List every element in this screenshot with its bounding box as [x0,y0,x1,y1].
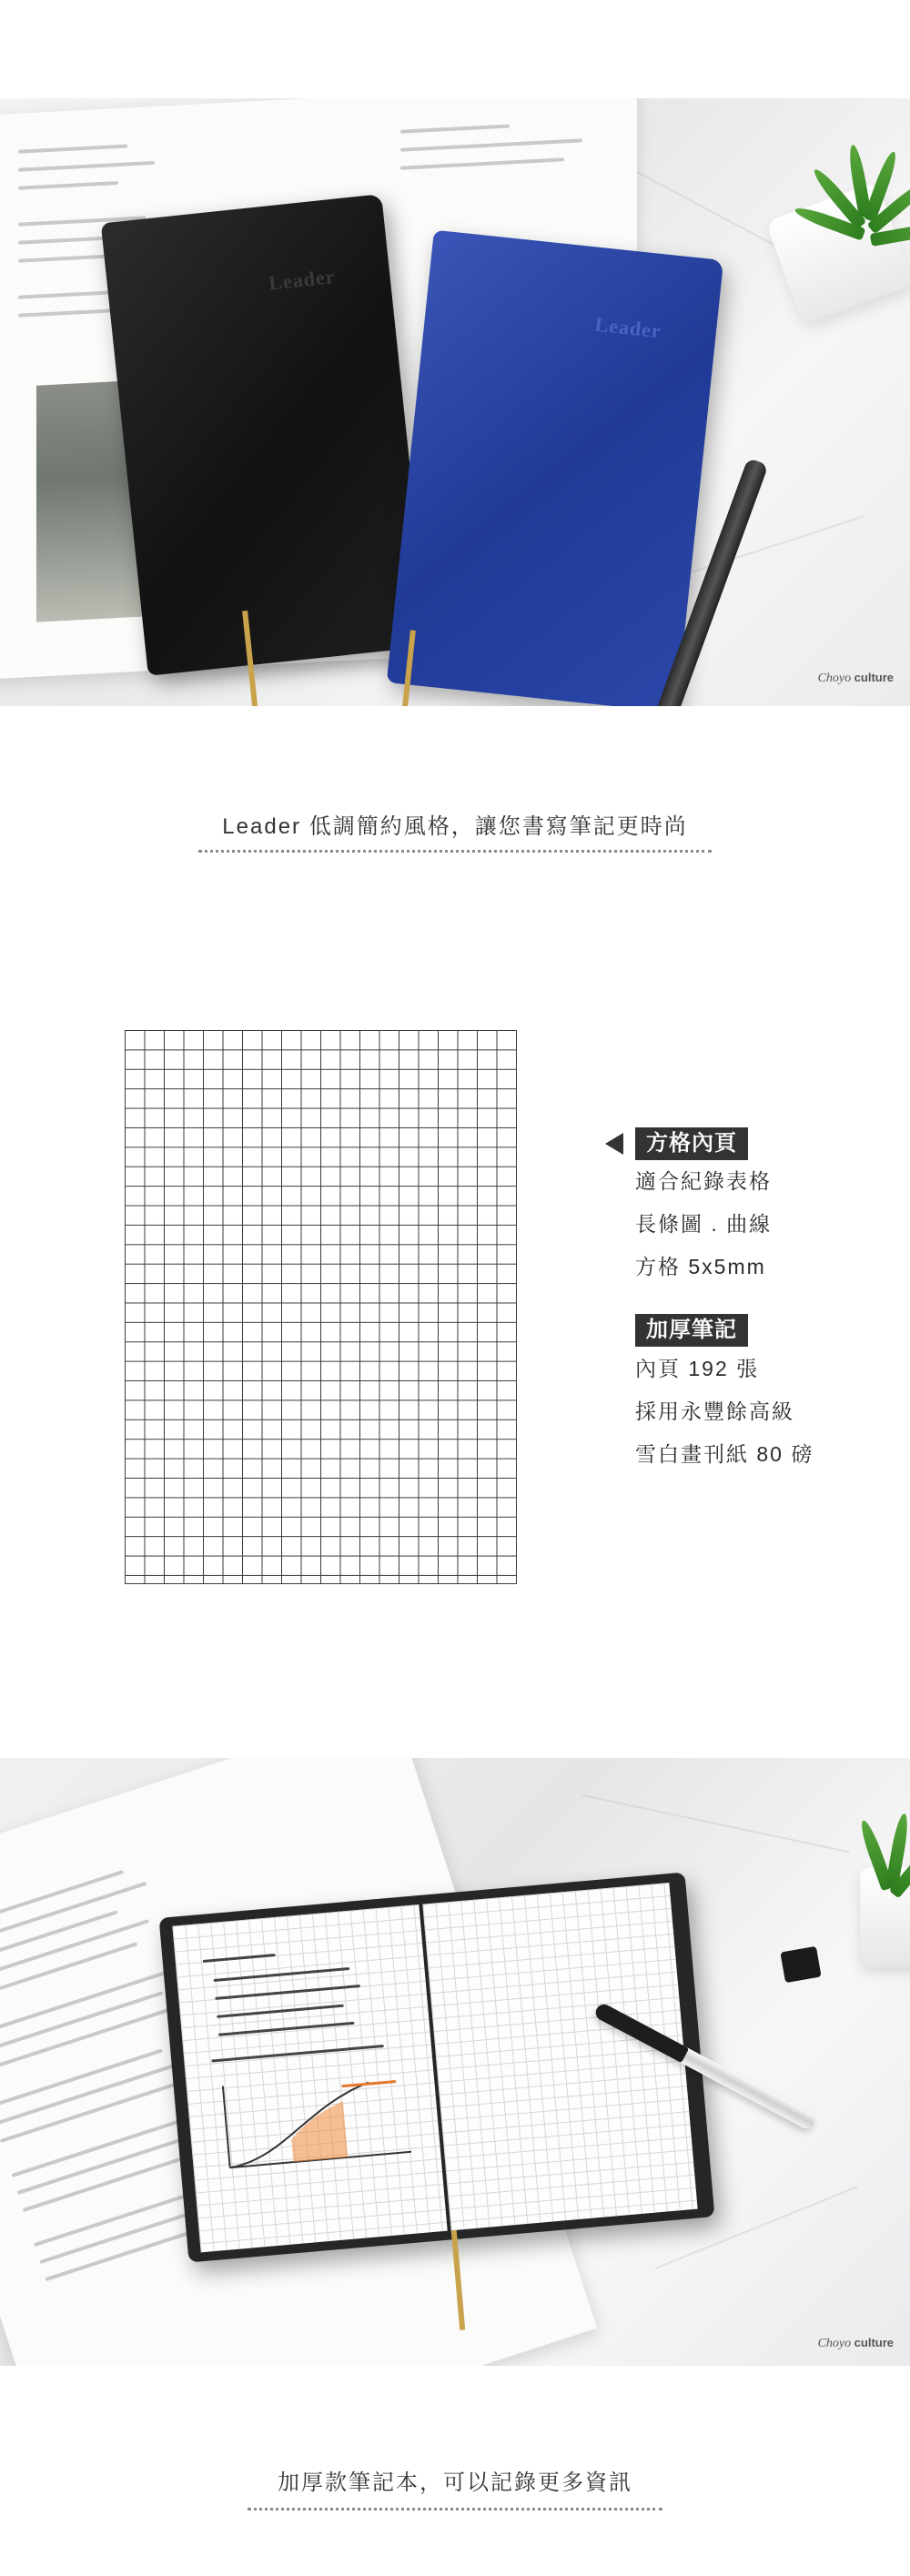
grid-page-illustration [125,1030,517,1584]
succulent-plant-icon [819,135,910,244]
notebook-brand-embossed: Leader [268,265,337,295]
dotted-divider [198,850,712,853]
marble-vein [582,1794,850,1853]
feature-line: 長條圖 . 曲線 [635,1212,773,1236]
bookmark-ribbon [242,611,259,706]
section-caption: 加厚款筆記本，可以記錄更多資訊 [278,2470,632,2495]
feature-line: 內頁 192 張 [635,1357,760,1380]
feature-line: 方格 5x5mm [635,1255,766,1278]
black-notebook [101,194,430,676]
notebook-page-right [422,1883,697,2230]
feature-line: 雪白畫刊紙 80 磅 [635,1442,814,1466]
hand-drawn-curve-chart [204,2060,422,2187]
dotted-divider [248,2508,662,2510]
brand-watermark: Choyo culture [817,671,894,685]
open-notebook [159,1872,715,2262]
succulent-plant-icon [869,1813,910,1885]
feature-line: 採用永豐餘高級 [635,1399,794,1423]
feature-line: 適合紀錄表格 [635,1169,772,1193]
blue-notebook [387,230,724,706]
notebook-brand-embossed: Leader [593,312,663,343]
pointer-arrow-icon [605,1133,623,1155]
feature-tag-thick: 加厚筆記 [635,1314,748,1347]
brand-watermark: Choyo culture [817,2336,894,2350]
binder-clip-icon [780,1946,821,1983]
product-photo-notebooks [0,98,910,706]
feature-tag-grid: 方格內頁 [635,1127,748,1160]
section-caption: Leader 低調簡約風格，讓您書寫筆記更時尚 [222,814,688,839]
bookmark-ribbon [399,630,416,706]
product-photo-open-notebook [0,1758,910,2366]
notebook-page-left [172,1904,447,2252]
